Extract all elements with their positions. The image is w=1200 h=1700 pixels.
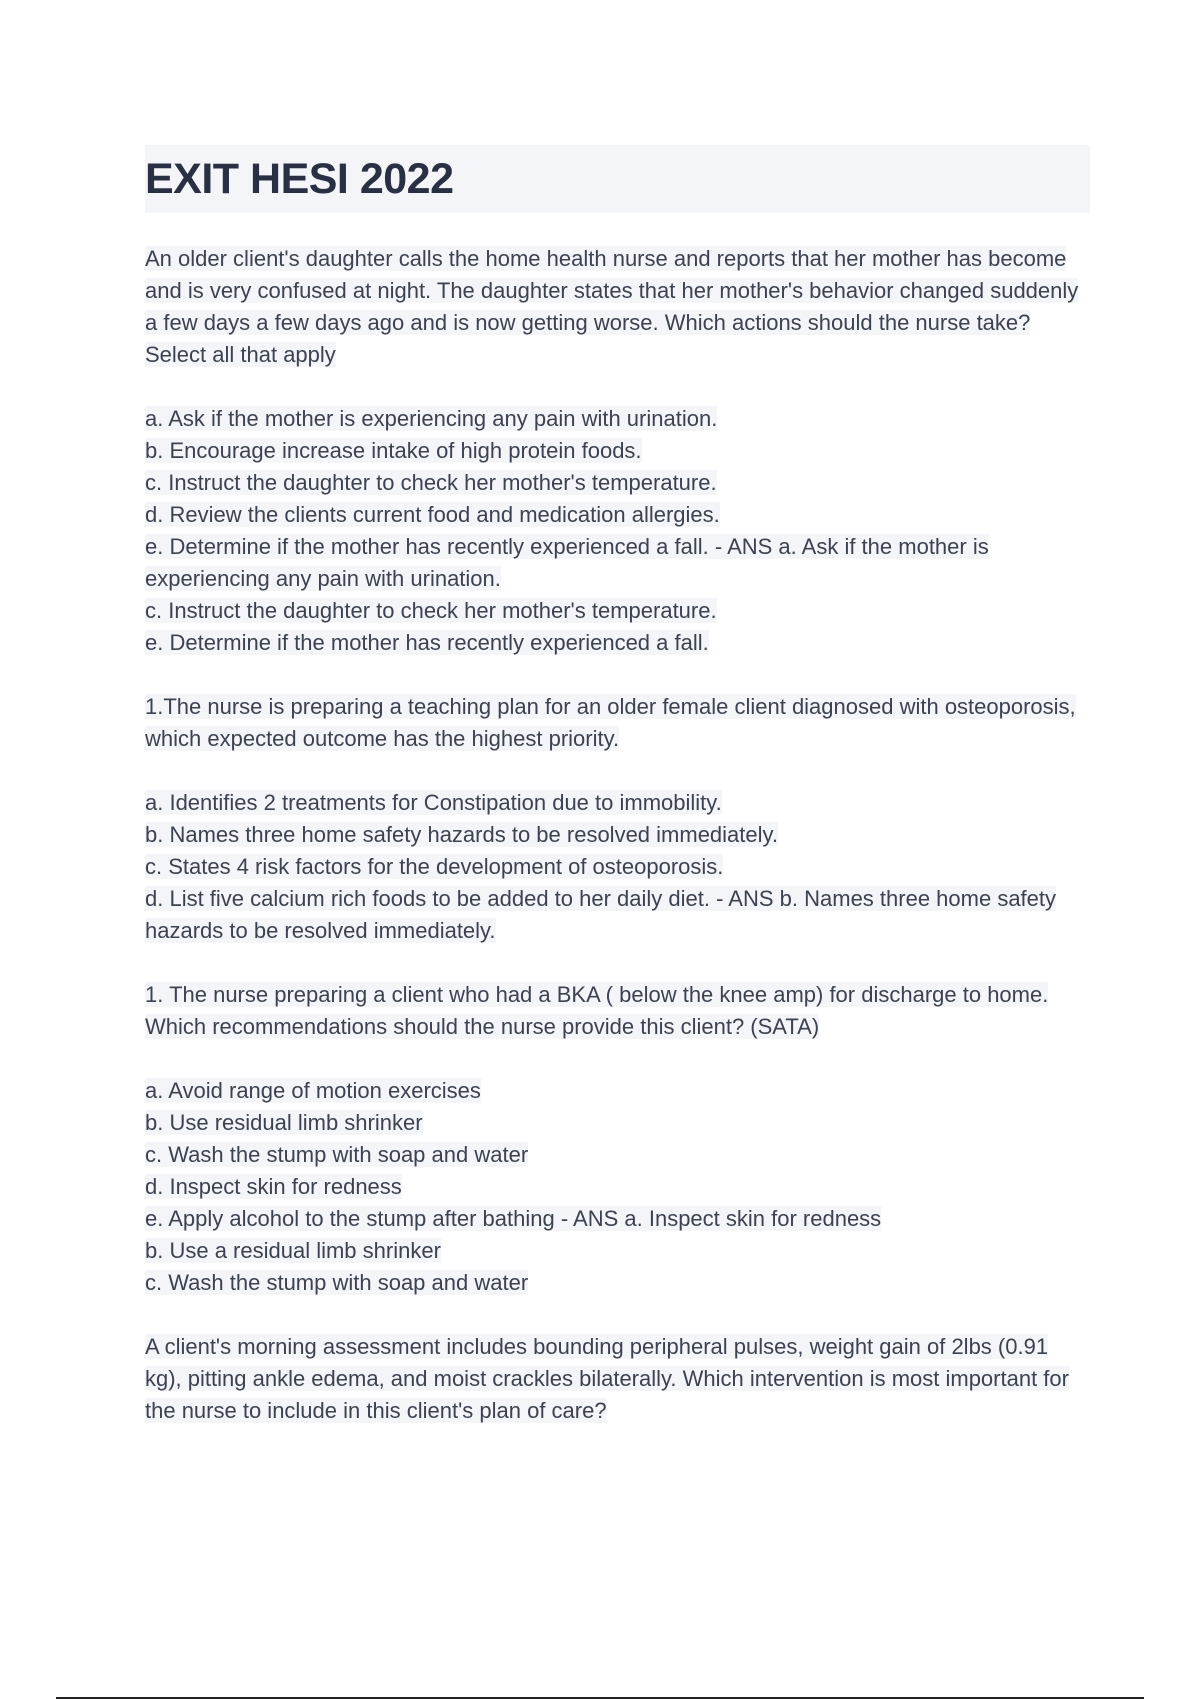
answer-line bbox=[145, 1267, 1090, 1299]
option-text: a. Ask if the mother is experiencing any pain with urination. bbox=[145, 406, 718, 431]
answer-text: c. Instruct the daughter to check her mother's temperature. bbox=[145, 598, 717, 623]
option-text: b. Use residual limb shrinker bbox=[145, 1110, 423, 1135]
question-3-options bbox=[145, 1075, 1090, 1299]
answer-line bbox=[145, 595, 1090, 627]
option-line bbox=[145, 819, 1090, 851]
option-text: c. Wash the stump with soap and water bbox=[145, 1142, 529, 1167]
option-line bbox=[145, 435, 1090, 467]
answer-line bbox=[145, 1235, 1090, 1267]
question-3-stem-text: 1. The nurse preparing a client who had a BKA ( below the knee amp) for discharge to home. Which recommendations should the nurse provide this client? (SATA) bbox=[145, 982, 1049, 1039]
option-line bbox=[145, 403, 1090, 435]
option-line bbox=[145, 1171, 1090, 1203]
question-1-stem bbox=[145, 243, 1090, 371]
question-2-stem-text: 1.The nurse is preparing a teaching plan for an older female client diagnosed with osteoporosis, which expected outcome has the highest priority. bbox=[145, 694, 1076, 751]
question-2-stem bbox=[145, 691, 1090, 755]
option-text: c. Instruct the daughter to check her mother's temperature. bbox=[145, 470, 717, 495]
question-1-options bbox=[145, 403, 1090, 659]
option-line bbox=[145, 1139, 1090, 1171]
option-text: d. Inspect skin for redness bbox=[145, 1174, 402, 1199]
option-line bbox=[145, 883, 1090, 947]
answer-text: c. Wash the stump with soap and water bbox=[145, 1270, 529, 1295]
question-4-stem bbox=[145, 1331, 1090, 1427]
option-text: a. Identifies 2 treatments for Constipation due to immobility. bbox=[145, 790, 722, 815]
option-line bbox=[145, 467, 1090, 499]
answer-line bbox=[145, 627, 1090, 659]
question-1-stem-text: An older client's daughter calls the home health nurse and reports that her mother has become and is very confused at night. The daughter states that her mother's behavior changed suddenly a few days a few days ago and is now getting worse. Which actions should the nurse take? Select all that apply bbox=[145, 246, 1079, 367]
title-bar bbox=[145, 145, 1090, 213]
option-line bbox=[145, 1107, 1090, 1139]
option-text: b. Encourage increase intake of high protein foods. bbox=[145, 438, 642, 463]
option-line bbox=[145, 531, 1090, 595]
answer-text: e. Determine if the mother has recently experienced a fall. bbox=[145, 630, 709, 655]
option-text: a. Avoid range of motion exercises bbox=[145, 1078, 481, 1103]
question-2-options bbox=[145, 787, 1090, 947]
page-title: EXIT HESI 2022 bbox=[145, 154, 454, 203]
document-content bbox=[145, 243, 1090, 1427]
option-line bbox=[145, 787, 1090, 819]
question-3-stem bbox=[145, 979, 1090, 1043]
option-line bbox=[145, 1203, 1090, 1235]
question-4-stem-text: A client's morning assessment includes bounding peripheral pulses, weight gain of 2lbs (0.91 kg), pitting ankle edema, and moist crackles bilaterally. Which intervention is most important for the nurse to include in this client's plan of care? bbox=[145, 1334, 1069, 1423]
option-text: e. Determine if the mother has recently experienced a fall. - ANS a. Ask if the mother is experiencing any pain with urination. bbox=[145, 534, 989, 591]
bottom-rule bbox=[56, 1697, 1144, 1699]
option-line bbox=[145, 851, 1090, 883]
option-text: e. Apply alcohol to the stump after bathing - ANS a. Inspect skin for redness bbox=[145, 1206, 882, 1231]
option-text: d. List five calcium rich foods to be added to her daily diet. - ANS b. Names three home safety hazards to be resolved immediately. bbox=[145, 886, 1057, 943]
option-line bbox=[145, 499, 1090, 531]
answer-text: b. Use a residual limb shrinker bbox=[145, 1238, 441, 1263]
document-page bbox=[145, 145, 1090, 1459]
option-text: d. Review the clients current food and medication allergies. bbox=[145, 502, 720, 527]
option-line bbox=[145, 1075, 1090, 1107]
option-text: c. States 4 risk factors for the development of osteoporosis. bbox=[145, 854, 724, 879]
option-text: b. Names three home safety hazards to be resolved immediately. bbox=[145, 822, 779, 847]
